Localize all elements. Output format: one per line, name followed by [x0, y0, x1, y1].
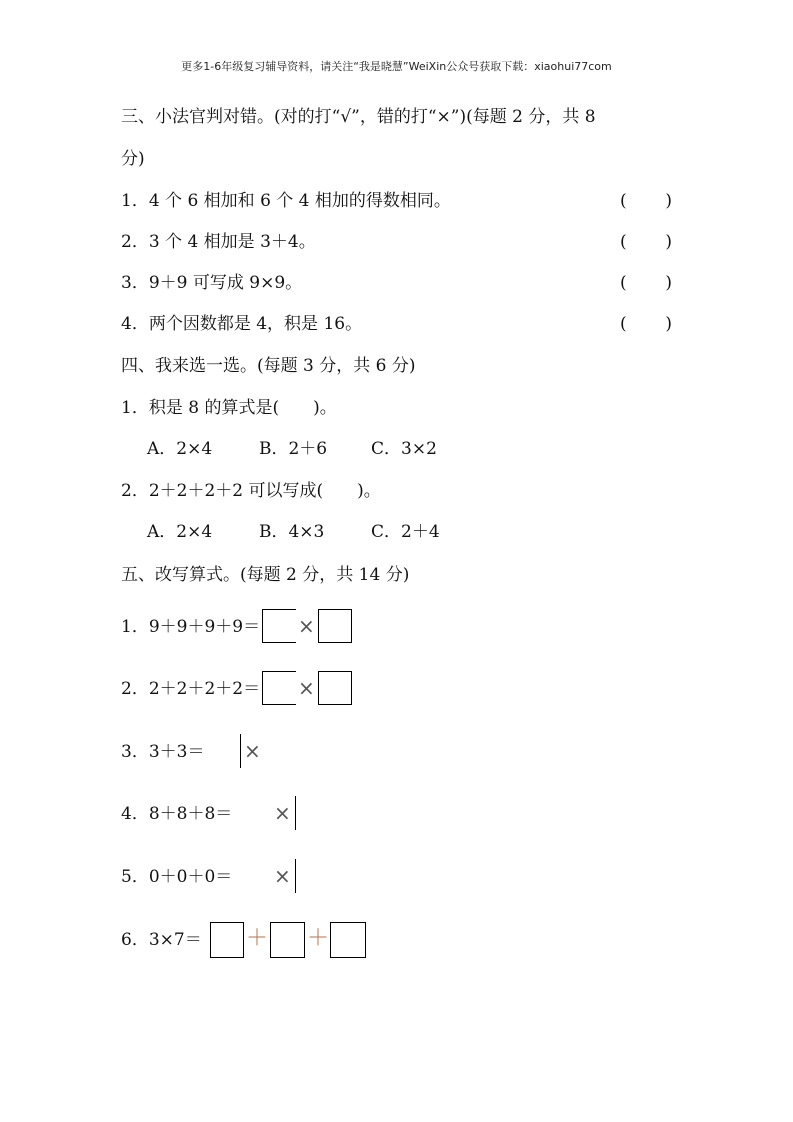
- paren-open: (: [620, 191, 627, 211]
- times-sign: ×: [298, 614, 315, 638]
- times-sign: ×: [274, 801, 291, 825]
- page-header-note: 更多1-6年级复习辅导资料，请关注“我是晓慧”WeiXin公众号获取下载：xiaohui77com: [181, 60, 612, 73]
- choice-option-2a[interactable]: A．2×4: [147, 522, 213, 542]
- times-sign: ×: [298, 676, 315, 700]
- answer-box-1a[interactable]: [262, 609, 296, 643]
- rewrite-item-2: 2．2＋2＋2＋2＝: [121, 679, 261, 699]
- plus-sign: ＋: [307, 926, 330, 951]
- choice-option-1b[interactable]: B．2＋6: [259, 439, 328, 459]
- answer-box-6a[interactable]: [210, 922, 244, 958]
- judge-item-4: 4．两个因数都是 4，积是 16。: [121, 314, 363, 334]
- answer-box-edge-5[interactable]: [295, 859, 296, 893]
- section3-title: 三、小法官判对错。(对的打“√”，错的打“×”)(每题 2 分，共 8: [121, 107, 596, 127]
- answer-box-1b[interactable]: [318, 609, 352, 643]
- answer-box-6b[interactable]: [270, 922, 305, 958]
- section4-title: 四、我来选一选。(每题 3 分，共 6 分): [121, 356, 416, 376]
- section3-title-cont: 分): [121, 149, 145, 169]
- rewrite-item-3: 3．3＋3＝: [121, 742, 205, 762]
- answer-box-6c[interactable]: [330, 922, 366, 958]
- paren-open: (: [620, 232, 627, 252]
- paren-close: ): [665, 191, 672, 211]
- choice-option-1c[interactable]: C．3×2: [371, 439, 437, 459]
- section5-title: 五、改写算式。(每题 2 分，共 14 分): [121, 565, 410, 585]
- plus-sign: ＋: [246, 926, 269, 951]
- paren-open: (: [620, 273, 627, 293]
- judge-item-3: 3．9＋9 可写成 9×9。: [121, 273, 303, 293]
- paren-close: ): [665, 314, 672, 334]
- paren-open: (: [620, 314, 627, 334]
- choice-question-2: 2．2＋2＋2＋2 可以写成( )。: [121, 481, 381, 501]
- answer-box-2b[interactable]: [318, 671, 352, 705]
- rewrite-item-5: 5．0＋0＋0＝: [121, 867, 233, 887]
- times-sign: ×: [244, 739, 261, 763]
- choice-option-2b[interactable]: B．4×3: [259, 522, 325, 542]
- answer-box-2a[interactable]: [262, 671, 296, 705]
- judge-item-1: 1．4 个 6 相加和 6 个 4 相加的得数相同。: [121, 191, 451, 211]
- times-sign: ×: [274, 864, 291, 888]
- choice-question-1: 1．积是 8 的算式是( )。: [121, 398, 337, 418]
- rewrite-item-1: 1．9＋9＋9＋9＝: [121, 617, 261, 637]
- paren-close: ): [665, 232, 672, 252]
- rewrite-item-6: 6．3×7＝: [121, 930, 202, 950]
- choice-option-1a[interactable]: A．2×4: [147, 439, 213, 459]
- answer-box-edge-3[interactable]: [240, 734, 241, 768]
- paren-close: ): [665, 273, 672, 293]
- judge-item-2: 2．3 个 4 相加是 3＋4。: [121, 232, 316, 252]
- rewrite-item-4: 4．8＋8＋8＝: [121, 804, 233, 824]
- answer-box-edge-4[interactable]: [295, 796, 296, 830]
- choice-option-2c[interactable]: C．2＋4: [371, 522, 440, 542]
